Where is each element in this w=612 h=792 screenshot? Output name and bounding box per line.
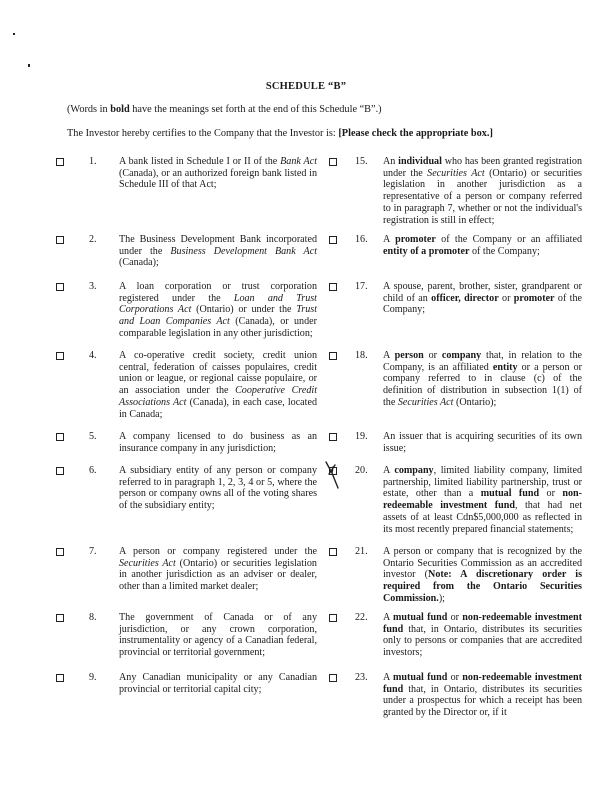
checkbox[interactable] (56, 674, 64, 682)
item-text (383, 281, 582, 316)
defined-term: entity of a promoter (383, 245, 470, 257)
defined-term: mutual fund (393, 612, 448, 623)
defined-term: entity (492, 361, 518, 373)
checkbox[interactable] (329, 674, 337, 682)
defined-term: company (394, 465, 434, 476)
item-text (119, 672, 317, 695)
text-run: A (383, 465, 395, 476)
text-run: (Canada), in each case, located in Canada; (119, 396, 317, 420)
schedule-title: SCHEDULE “B” (265, 81, 347, 92)
text-run: (Ontario); (453, 396, 497, 408)
statute-name: Business Development Bank Act (170, 245, 317, 257)
item-text (383, 156, 582, 226)
checkbox[interactable] (56, 614, 64, 622)
text-run: who has been granted registration under the (383, 156, 582, 179)
text-run: A (383, 612, 393, 623)
text-run: (Canada), or under comparable legislation in any other jurisdiction; (119, 316, 317, 339)
text-run: (Canada); (119, 257, 159, 269)
item-number: 3. (89, 281, 97, 292)
statute-name: Cooperative Credit Associations Act (119, 385, 317, 408)
item-number: 18. (355, 350, 368, 361)
defined-term: mutual fund (480, 488, 540, 500)
defined-term: individual (398, 156, 442, 167)
text-run: or (498, 292, 514, 304)
text-run: ); (438, 592, 445, 604)
checkbox[interactable] (329, 433, 337, 441)
item-text (119, 465, 317, 512)
text-run: that, in Ontario, distributes its securities under a prospectus for which a receipt has been granted by the Director or, if it (383, 683, 582, 719)
item-text (119, 612, 317, 659)
text-run: Any Canadian municipality or any Canadian provincial or territorial capital city; (119, 672, 317, 695)
defined-term: officer, director (431, 292, 499, 304)
item-text (119, 350, 317, 420)
statute-name: Loan and Trust Corporations Act (119, 292, 317, 316)
checkbox[interactable] (56, 158, 64, 166)
item-number: 5. (89, 431, 97, 442)
item-text (383, 672, 582, 719)
item-text (383, 465, 582, 535)
text-run: A company licensed to do business as an insurance company in any jurisdiction; (119, 431, 317, 454)
text-run: , limited liability company, limited partnership, limited liability partnership, trust or estate, other than a (383, 465, 582, 500)
item-number: 20. (355, 465, 368, 476)
checkbox[interactable] (56, 352, 64, 360)
text-run: A loan corporation or trust corporation registered under the (119, 281, 317, 304)
text-run: or (447, 672, 463, 683)
checkbox[interactable] (329, 283, 337, 291)
checkbox[interactable] (56, 433, 64, 441)
scan-speck (28, 64, 30, 67)
item-text (119, 281, 317, 340)
item-text (383, 234, 582, 257)
certification-instruction: The Investor hereby certifies to the Company that the Investor is: [Please check the appropriate box.] (67, 128, 493, 139)
text-run: An issuer that is acquiring securities of its own issue; (383, 431, 582, 454)
handwritten-check-mark-icon (323, 461, 343, 491)
text-run: A bank listed in Schedule I or II of the (119, 156, 281, 167)
item-text (383, 546, 582, 605)
item-number: 17. (355, 281, 368, 292)
statute-name: Securities Act (397, 396, 454, 408)
text-run: The Business Development Bank incorporated under the (119, 234, 317, 257)
item-text (119, 234, 317, 269)
item-number: 6. (89, 465, 97, 476)
text-run: (Ontario) or securities legislation in another jurisdiction as a representative of a person or company referred to in paragraph 7, whether or not the individual's registration is still in effect; (383, 167, 582, 226)
text-run: A person or company registered under the (119, 546, 317, 557)
text-run: that, in relation to the Company, is an affiliated (383, 350, 582, 373)
text-run: or (447, 612, 463, 623)
text-run: A (383, 234, 396, 245)
item-text (119, 156, 317, 191)
defined-term: company (441, 350, 482, 361)
item-number: 23. (355, 672, 368, 683)
defined-term: promoter (395, 234, 436, 245)
item-text (119, 431, 317, 454)
scan-speck (13, 33, 15, 35)
text-run: A spouse, parent, brother, sister, grandparent or child of an (383, 281, 582, 304)
item-text (383, 431, 582, 454)
item-number: 2. (89, 234, 97, 245)
text-run: of the Company or an affiliated (435, 234, 583, 245)
item-number: 8. (89, 612, 97, 623)
text-run: (Canada), or an authorized foreign bank listed in Schedule III of that Act; (119, 167, 317, 191)
text-run: A subsidiary entity of any person or company referred to in paragraph 1, 2, 3, 4 or 5, where the person or company owns all of the voting shares of the subsidiary entity; (119, 465, 317, 512)
checkbox[interactable] (329, 352, 337, 360)
item-text (119, 546, 317, 593)
item-number: 16. (355, 234, 368, 245)
item-number: 7. (89, 546, 97, 557)
checkbox[interactable] (329, 548, 337, 556)
checkbox[interactable] (56, 548, 64, 556)
text-run: A person or company that is recognized by the Ontario Securities Commission as an accredited investor ( (383, 546, 582, 581)
checkbox[interactable] (56, 467, 64, 475)
defined-term: person (394, 350, 424, 361)
text-run: of the Company; (383, 292, 582, 316)
text-run: of the Company; (469, 245, 540, 257)
item-number: 22. (355, 612, 368, 623)
checkbox[interactable] (329, 614, 337, 622)
text-run: An (383, 156, 399, 167)
item-number: 1. (89, 156, 97, 167)
statute-name: Bank Act (280, 156, 317, 167)
text-run: A (383, 350, 395, 361)
definitions-note: (Words in bold have the meanings set forth at the end of this Schedule “B”.) (67, 104, 382, 115)
text-run: The government of Canada or of any jurisdiction, or any crown corporation, instrumentality or agency of a Canadian federal, provincial or territorial government; (119, 612, 317, 659)
item-text (383, 612, 582, 659)
defined-term: non-redeemable investment fund (383, 672, 582, 695)
text-run: or (423, 350, 442, 361)
item-number: 4. (89, 350, 97, 361)
text-run: or a person or company referred to in clause (c) of the definition of distribution in subsection 1(1) of the (383, 361, 582, 408)
item-number: 21. (355, 546, 368, 557)
defined-term: mutual fund (393, 672, 448, 683)
checkbox[interactable] (329, 158, 337, 166)
text-run: or (539, 488, 563, 500)
defined-term: promoter (513, 292, 555, 304)
text-run: (Ontario) or under the (191, 304, 297, 316)
item-number: 19. (355, 431, 368, 442)
text-run: that, in Ontario, distributes its securities only to persons or companies that are accredited investors; (383, 623, 582, 659)
item-text (383, 350, 582, 409)
text-run: (Ontario) or securities legislation in another jurisdiction as an adviser or dealer, other than a limited market dealer; (119, 557, 317, 593)
defined-term: non-redeemable investment fund (383, 488, 582, 512)
defined-term: non-redeemable investment fund (383, 612, 582, 635)
statute-name: Securities Act (427, 167, 485, 179)
item-number: 15. (355, 156, 368, 167)
statute-name: Trust and Loan Companies Act (119, 304, 317, 328)
text-run: A co-operative credit society, credit union central, federation of caisses populaires, credit union or league, or regional caisse populaire, or an association under the (119, 350, 317, 397)
statute-name: Securities Act (119, 557, 176, 569)
item-number: 9. (89, 672, 97, 683)
text-run: A (383, 672, 393, 683)
checkbox[interactable] (329, 236, 337, 244)
checkbox[interactable] (56, 236, 64, 244)
defined-term: Note: A discretionary order is required from the Ontario Securities Commission. (383, 569, 582, 604)
text-run: , that had net assets of at least Cdn$5,000,000 as reflected in its most recently prepared financial statements; (383, 500, 582, 535)
checkbox[interactable] (56, 283, 64, 291)
